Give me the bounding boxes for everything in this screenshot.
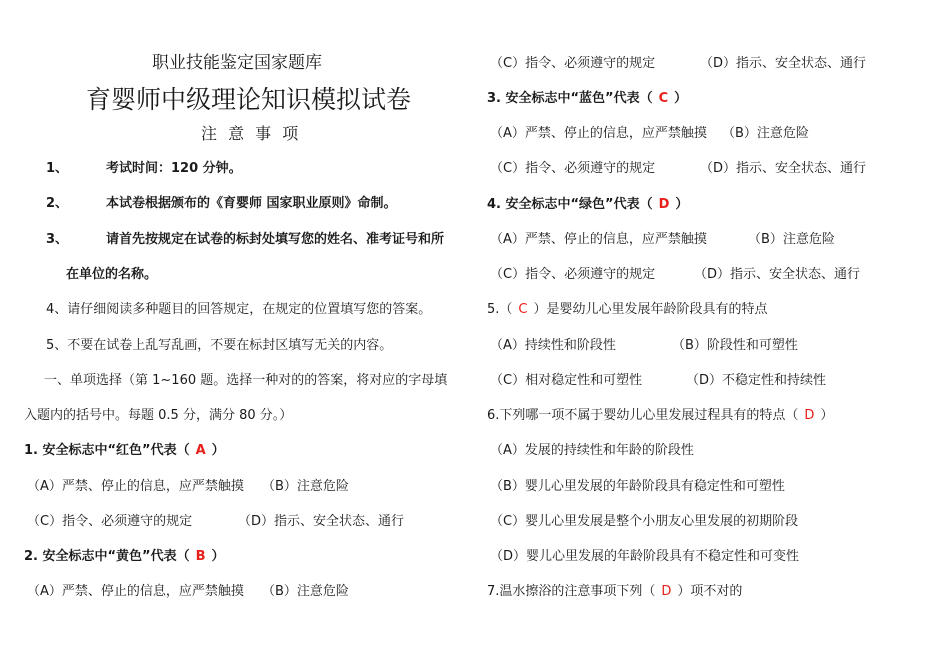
- option-c: （C）婴儿心里发展是整个小朋友心里发展的初期阶段: [490, 514, 799, 529]
- question-stem-end: ）项不对的: [677, 584, 743, 599]
- question-bracket: ）: [674, 91, 688, 106]
- notice-2: [46, 195, 397, 213]
- question-stem: 7.温水擦浴的注意事项下列（: [487, 584, 656, 599]
- notice-3-continued: 在单位的名称。: [66, 267, 158, 282]
- option-b: （B）注意危险: [748, 232, 835, 247]
- exam-title: 育婴师中级理论知识模拟试卷: [86, 85, 412, 114]
- question-1: [24, 442, 225, 460]
- option-d: （D）指示、安全状态、通行: [694, 267, 861, 282]
- option-b: （B）注意危险: [262, 479, 349, 494]
- question-6: [487, 407, 833, 425]
- question-3: [487, 90, 687, 108]
- option-a: （A）严禁、停止的信息，应严禁触摸: [490, 126, 707, 141]
- option-a: （A）严禁、停止的信息，应严禁触摸: [490, 232, 707, 247]
- question-4: [487, 196, 688, 214]
- option-c: （C）相对稳定性和可塑性: [490, 373, 643, 388]
- question-stem: 6.下列哪一项不属于婴幼儿心里发展过程具有的特点（: [487, 408, 799, 423]
- question-2: [24, 548, 225, 566]
- question-stem: 3. 安全标志中“蓝色”代表（: [487, 91, 653, 106]
- option-a: （A）严禁、停止的信息，应严禁触摸: [27, 584, 244, 599]
- option-d: （D）不稳定性和持续性: [686, 373, 827, 388]
- notice-number: 3、: [46, 232, 69, 247]
- option-a: （A）发展的持续性和年龄的阶段性: [490, 443, 694, 458]
- option-c: （C）指令、必须遵守的规定: [490, 161, 656, 176]
- question-bracket: ）: [820, 408, 834, 423]
- option-d: （D）指示、安全状态、通行: [700, 56, 867, 71]
- answer-mark: D: [661, 584, 672, 599]
- option-d: （D）指示、安全状态、通行: [700, 161, 867, 176]
- question-stem: 5.（: [487, 302, 513, 317]
- answer-mark: B: [195, 549, 206, 564]
- section-instruction-continued: 入题内的括号中。每题 0.5 分，满分 80 分。）: [24, 408, 293, 423]
- question-bank-title: 职业技能鉴定国家题库: [152, 53, 322, 73]
- notice-4: 4、请仔细阅读多种题目的回答规定，在规定的位置填写您的答案。: [46, 302, 432, 317]
- section-instruction: 一、单项选择（第 1~160 题。选择一种对的的答案，将对应的字母填: [44, 373, 448, 388]
- option-b: （B）阶段性和可塑性: [672, 338, 798, 353]
- option-c: （C）指令、必须遵守的规定: [490, 56, 656, 71]
- question-bracket: ）: [211, 549, 225, 564]
- notice-text: 本试卷根据颁布的《育婴师 国家职业原则》命制。: [106, 196, 397, 211]
- option-a: （A）严禁、停止的信息，应严禁触摸: [27, 479, 244, 494]
- question-stem: 1. 安全标志中“红色”代表（: [24, 443, 190, 458]
- option-c: （C）指令、必须遵守的规定: [27, 514, 193, 529]
- notice-number: 1、: [46, 161, 69, 176]
- notice-title: 注 意 事 项: [201, 124, 302, 143]
- answer-mark: A: [195, 443, 206, 458]
- question-bracket: ）: [211, 443, 225, 458]
- question-stem: 2. 安全标志中“黄色”代表（: [24, 549, 190, 564]
- option-a: （A）持续性和阶段性: [490, 338, 616, 353]
- option-d: （D）婴儿心里发展的年龄阶段具有不稳定性和可变性: [490, 549, 800, 564]
- question-bracket: ）: [675, 197, 689, 212]
- question-7: [487, 583, 742, 601]
- question-stem: 4. 安全标志中“绿色”代表（: [487, 197, 653, 212]
- option-b: （B）注意危险: [722, 126, 809, 141]
- notice-text: 考试时间：120 分钟。: [106, 161, 242, 176]
- notice-3: [46, 231, 445, 249]
- option-d: （D）指示、安全状态、通行: [238, 514, 405, 529]
- question-stem-end: ）是婴幼儿心里发展年龄阶段具有的特点: [533, 302, 768, 317]
- answer-mark: D: [658, 197, 670, 212]
- answer-mark: C: [518, 302, 528, 317]
- option-b: （B）婴儿心里发展的年龄阶段具有稳定性和可塑性: [490, 479, 785, 494]
- option-c: （C）指令、必须遵守的规定: [490, 267, 656, 282]
- question-5: [487, 301, 768, 319]
- notice-text: 请首先按规定在试卷的标封处填写您的姓名、准考证号和所: [106, 232, 445, 247]
- option-b: （B）注意危险: [262, 584, 349, 599]
- notice-5: 5、不要在试卷上乱写乱画，不要在标封区填写无关的内容。: [46, 338, 393, 353]
- notice-number: 2、: [46, 196, 69, 211]
- notice-1: [46, 160, 242, 178]
- answer-mark: C: [658, 91, 669, 106]
- answer-mark: D: [804, 408, 815, 423]
